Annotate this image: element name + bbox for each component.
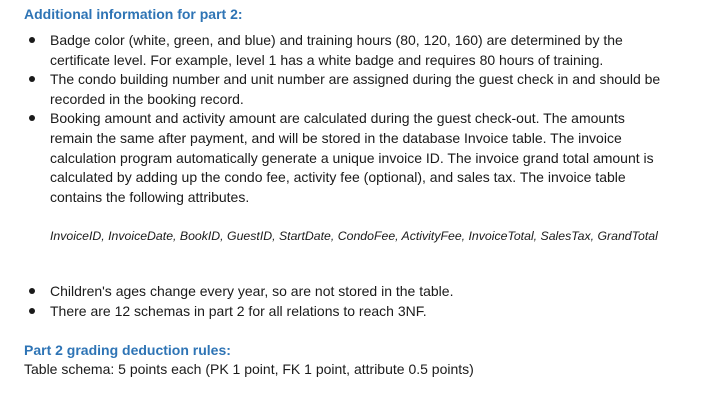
- list-item-text: Booking amount and activity amount are calculated during the guest check-out. The amounts remain the same after payment, and will be stored in the database Invoice table. The invoice calculation program automatically generate a unique invoice ID. The invoice grand total amount is calculated by adding up the condo fee, activity fee (optional), and sales tax. The invoice table contains the following attributes.: [50, 110, 654, 205]
- section-heading-additional-info: Additional information for part 2:: [24, 6, 243, 22]
- bullet-icon: [29, 37, 35, 43]
- notes-list: [0, 282, 662, 321]
- bullet-icon: [29, 76, 35, 82]
- list-item-badge-color: [0, 31, 662, 70]
- list-item-booking-amount: [0, 109, 662, 207]
- list-item-text: Children's ages change every year, so are not stored in the table.: [50, 283, 454, 299]
- list-item-children-ages: [0, 282, 662, 302]
- bullet-icon: [29, 288, 35, 294]
- grading-rule-text: Table schema: 5 points each (PK 1 point, FK 1 point, attribute 0.5 points): [24, 361, 474, 377]
- bullet-icon: [29, 115, 35, 121]
- list-item-schemas-count: [0, 302, 662, 322]
- invoice-attributes-line: InvoiceID, InvoiceDate, BookID, GuestID, StartDate, CondoFee, ActivityFee, InvoiceTotal, SalesTax, GrandTotal: [50, 229, 658, 243]
- additional-info-list: [0, 31, 662, 207]
- list-item-text: Badge color (white, green, and blue) and training hours (80, 120, 160) are determined by the certificate level. For example, level 1 has a white badge and requires 80 hours of training.: [50, 32, 623, 68]
- list-item-text: The condo building number and unit number are assigned during the guest check in and should be recorded in the booking record.: [50, 71, 661, 107]
- list-item-text: There are 12 schemas in part 2 for all relations to reach 3NF.: [50, 302, 427, 319]
- section-heading-grading-rules: Part 2 grading deduction rules:: [24, 342, 231, 358]
- bullet-icon: [29, 308, 35, 314]
- list-item-condo-building: [0, 70, 662, 109]
